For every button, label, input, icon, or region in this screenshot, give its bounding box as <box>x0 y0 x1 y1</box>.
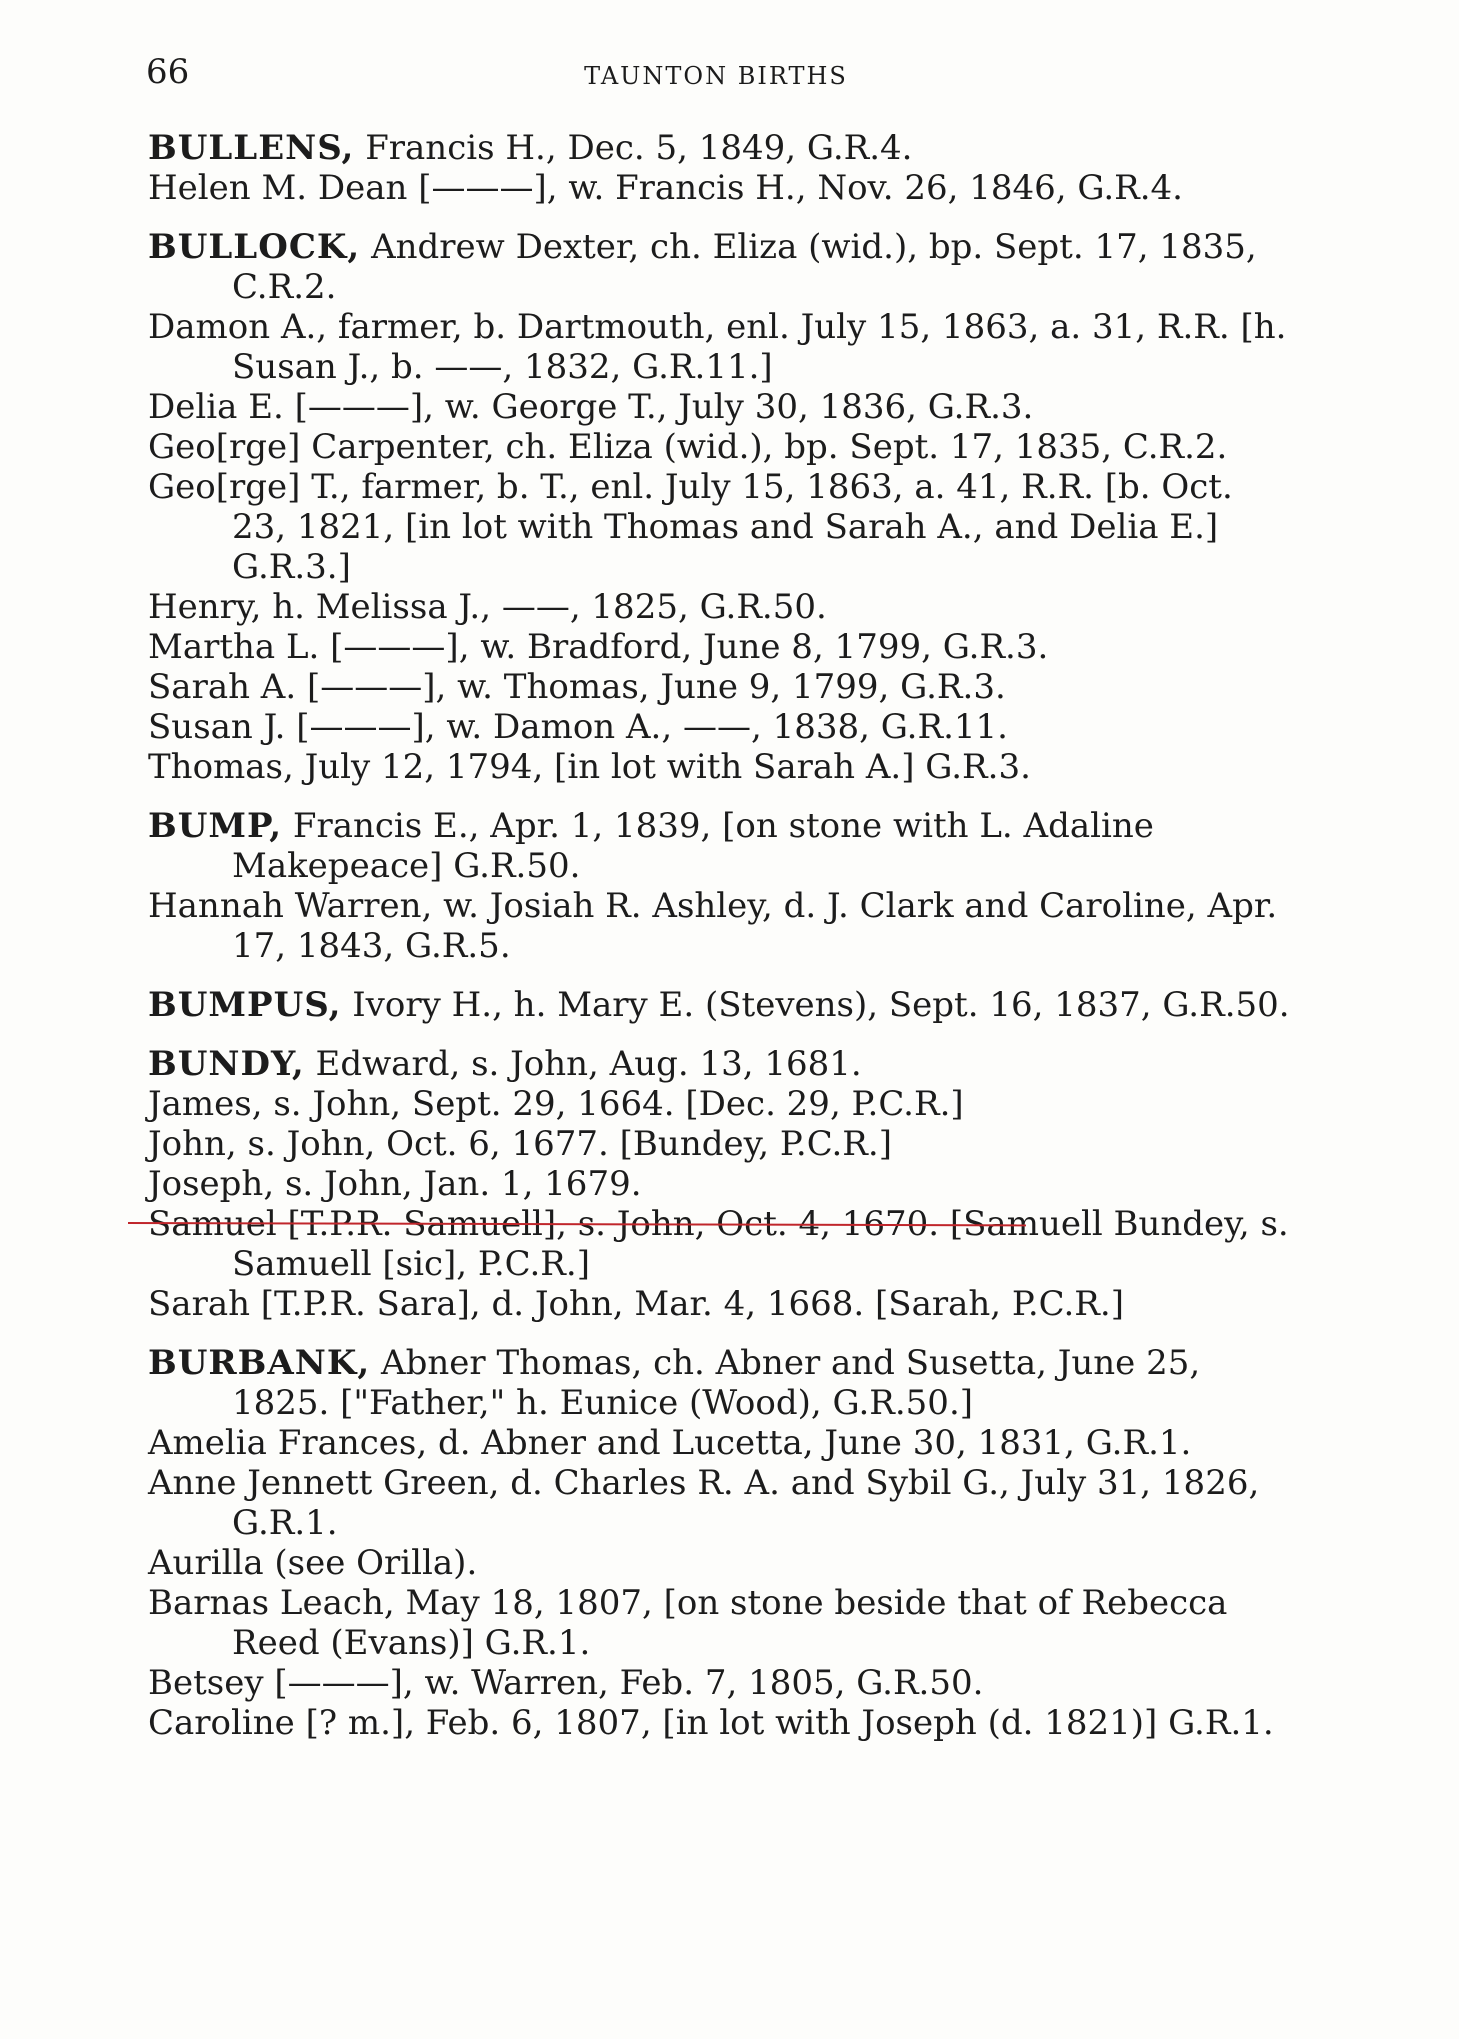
register-entry: Barnas Leach, May 18, 1807, [on stone beside that of Rebecca Reed (Evans)] G.R.1. <box>148 1583 1228 1663</box>
register-entry: Betsey [———], w. Warren, Feb. 7, 1805, G.R.50. <box>148 1663 984 1703</box>
entry-text: Francis E., Apr. 1, 1839, [on stone with L. Adaline Makepeace] G.R.50. <box>232 806 1154 886</box>
page-number: 66 <box>146 52 190 92</box>
entry-text: Edward, s. John, Aug. 13, 1681. <box>315 1044 862 1084</box>
entry-text: Ivory H., h. Mary E. (Stevens), Sept. 16, 1837, G.R.50. <box>352 985 1290 1025</box>
register-entry: Joseph, s. John, Jan. 1, 1679. <box>148 1164 642 1204</box>
register-entry <box>148 128 1290 168</box>
surname-heading: BURBANK, <box>148 1343 371 1383</box>
register-entry <box>148 1044 1290 1084</box>
surname-group-bumpus <box>148 985 1290 1025</box>
page-header <box>146 52 1286 102</box>
register-entry <box>148 1343 1290 1423</box>
register-entry: Geo[rge] Carpenter, ch. Eliza (wid.), bp. Sept. 17, 1835, C.R.2. <box>148 427 1228 467</box>
surname-heading: BULLENS, <box>148 128 355 168</box>
surname-group-burbank <box>148 1343 1290 1743</box>
register-entry: Caroline [? m.], Feb. 6, 1807, [in lot with Joseph (d. 1821)] G.R.1. <box>148 1703 1274 1743</box>
register-entry: Amelia Frances, d. Abner and Lucetta, June 30, 1831, G.R.1. <box>148 1423 1192 1463</box>
entry-text: Francis H., Dec. 5, 1849, G.R.4. <box>365 128 913 168</box>
entry-text: Abner Thomas, ch. Abner and Susetta, June 25, 1825. ["Father," h. Eunice (Wood), G.R.50.] <box>232 1343 1201 1423</box>
register-entry <box>148 227 1290 307</box>
surname-heading: BULLOCK, <box>148 227 361 267</box>
register-entry: Damon A., farmer, b. Dartmouth, enl. July 15, 1863, a. 31, R.R. [h. Susan J., b. ——, 1832, G.R.11.] <box>148 307 1287 387</box>
register-entry: Hannah Warren, w. Josiah R. Ashley, d. J. Clark and Caroline, Apr. 17, 1843, G.R.5. <box>148 886 1278 966</box>
register-entry: Henry, h. Melissa J., ——, 1825, G.R.50. <box>148 587 827 627</box>
surname-group-bullens <box>148 128 1290 208</box>
register-entry: Martha L. [———], w. Bradford, June 8, 1799, G.R.3. <box>148 627 1049 667</box>
births-register <box>148 128 1290 1762</box>
surname-group-bump <box>148 806 1290 966</box>
register-entry: Anne Jennett Green, d. Charles R. A. and Sybil G., July 31, 1826, G.R.1. <box>148 1463 1260 1543</box>
surname-heading: BUMPUS, <box>148 985 342 1025</box>
running-title: TAUNTON BIRTHS <box>584 62 848 90</box>
entry-text: Andrew Dexter, ch. Eliza (wid.), bp. Sept. 17, 1835, C.R.2. <box>232 227 1257 307</box>
register-entry: Sarah [T.P.R. Sara], d. John, Mar. 4, 1668. [Sarah, P.C.R.] <box>148 1284 1124 1324</box>
register-entry: Geo[rge] T., farmer, b. T., enl. July 15, 1863, a. 41, R.R. [b. Oct. 23, 1821, [in lot with Thomas and Sarah A., and Delia E.] G.R.3.] <box>148 467 1233 587</box>
surname-heading: BUNDY, <box>148 1044 305 1084</box>
register-entry: Aurilla (see Orilla). <box>148 1543 478 1583</box>
register-entry: Helen M. Dean [———], w. Francis H., Nov. 26, 1846, G.R.4. <box>148 168 1183 208</box>
surname-heading: BUMP, <box>148 806 283 846</box>
surname-group-bullock <box>148 227 1290 787</box>
register-entry: Samuel [T.P.R. Samuell], s. John, Oct. 4, 1670. [Samuell Bundey, s. Samuell [sic], P.C.R.] <box>148 1204 1289 1284</box>
register-entry <box>148 806 1290 886</box>
register-entry: Sarah A. [———], w. Thomas, June 9, 1799, G.R.3. <box>148 667 1006 707</box>
register-entry: Thomas, July 12, 1794, [in lot with Sarah A.] G.R.3. <box>148 747 1031 787</box>
register-entry-underlined: James, s. John, Sept. 29, 1664. [Dec. 29, P.C.R.] <box>148 1084 964 1124</box>
register-entry: Susan J. [———], w. Damon A., ——, 1838, G.R.11. <box>148 707 1008 747</box>
surname-group-bundy <box>148 1044 1290 1324</box>
register-entry: John, s. John, Oct. 6, 1677. [Bundey, P.C.R.] <box>148 1124 892 1164</box>
register-entry: Delia E. [———], w. George T., July 30, 1836, G.R.3. <box>148 387 1034 427</box>
register-entry <box>148 985 1290 1025</box>
